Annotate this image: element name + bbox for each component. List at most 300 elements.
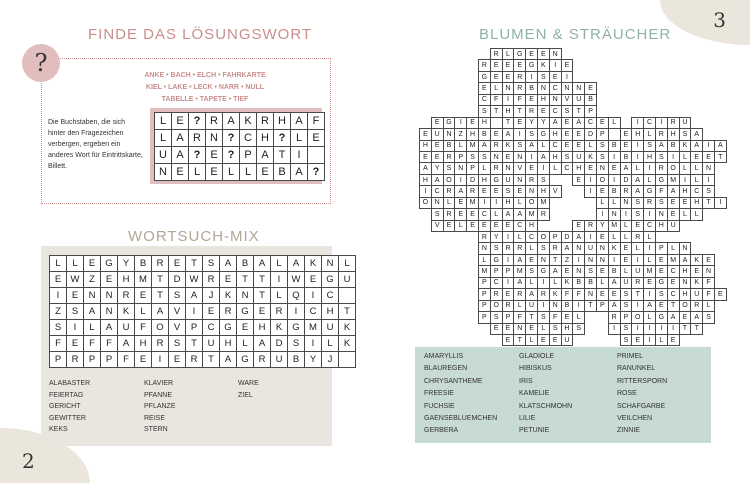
grid-cell: L bbox=[514, 197, 526, 208]
grid-empty bbox=[455, 266, 467, 277]
grid-cell: H bbox=[679, 289, 691, 300]
grid-cell: U bbox=[679, 117, 691, 128]
grid-cell: S bbox=[655, 151, 667, 162]
grid-cell: L bbox=[50, 256, 67, 272]
grid-cell: V bbox=[514, 163, 526, 174]
grid-cell: C bbox=[667, 266, 679, 277]
grid-cell: R bbox=[490, 289, 502, 300]
grid-cell: L bbox=[271, 256, 288, 272]
grid-cell: S bbox=[585, 266, 597, 277]
grid-cell: I bbox=[608, 151, 620, 162]
grid-cell: A bbox=[573, 232, 585, 243]
grid-cell: I bbox=[714, 197, 726, 208]
grid-cell: N bbox=[655, 209, 667, 220]
grid-cell: Y bbox=[490, 232, 502, 243]
grid-empty bbox=[714, 232, 726, 243]
grid-cell: C bbox=[561, 163, 573, 174]
grid-empty bbox=[431, 83, 443, 94]
grid-empty bbox=[714, 49, 726, 60]
grid-cell: N bbox=[206, 130, 223, 147]
grid-empty bbox=[467, 243, 479, 254]
grid-empty bbox=[632, 83, 644, 94]
grid-cell: H bbox=[655, 220, 667, 231]
grid-empty bbox=[549, 209, 561, 220]
grid-cell: C bbox=[644, 220, 656, 231]
grid-cell: ? bbox=[189, 147, 206, 164]
grid-cell: I bbox=[490, 197, 502, 208]
grid-cell: E bbox=[585, 163, 597, 174]
word-item: STERN bbox=[144, 426, 168, 433]
grid-empty bbox=[714, 163, 726, 174]
grid-cell: P bbox=[478, 300, 490, 311]
grid-empty bbox=[443, 106, 455, 117]
grid-empty bbox=[608, 94, 620, 105]
grid-empty bbox=[703, 71, 715, 82]
grid-cell: G bbox=[537, 129, 549, 140]
grid-cell: L bbox=[514, 232, 526, 243]
grid-cell: A bbox=[254, 336, 271, 352]
blumen-word-column bbox=[617, 351, 667, 438]
blumen-flower-grid bbox=[419, 48, 727, 346]
grid-cell: V bbox=[169, 304, 186, 320]
grid-empty bbox=[420, 334, 432, 345]
grid-empty bbox=[585, 334, 597, 345]
grid-cell: N bbox=[573, 83, 585, 94]
grid-empty bbox=[691, 220, 703, 231]
grid-cell: E bbox=[561, 129, 573, 140]
word-item: KEKS bbox=[49, 426, 68, 433]
grid-empty bbox=[585, 60, 597, 71]
grid-empty bbox=[420, 94, 432, 105]
grid-empty bbox=[632, 49, 644, 60]
grid-empty bbox=[632, 94, 644, 105]
grid-cell: H bbox=[573, 163, 585, 174]
grid-cell: N bbox=[608, 209, 620, 220]
grid-cell: B bbox=[608, 186, 620, 197]
grid-cell: N bbox=[526, 186, 538, 197]
grid-cell: R bbox=[206, 113, 223, 130]
grid-empty bbox=[703, 129, 715, 140]
grid-cell: E bbox=[237, 320, 254, 336]
grid-cell: N bbox=[431, 197, 443, 208]
grid-cell: E bbox=[305, 272, 322, 288]
grid-cell: H bbox=[537, 94, 549, 105]
grid-cell: H bbox=[420, 174, 432, 185]
grid-cell: B bbox=[561, 300, 573, 311]
grid-cell: E bbox=[502, 60, 514, 71]
grid-cell: N bbox=[679, 243, 691, 254]
word-item: KLAVIER bbox=[144, 380, 174, 387]
corner-decoration bbox=[660, 0, 750, 45]
grid-empty bbox=[431, 94, 443, 105]
grid-empty bbox=[691, 71, 703, 82]
grid-cell: N bbox=[596, 243, 608, 254]
grid-empty bbox=[420, 106, 432, 117]
grid-cell: A bbox=[514, 209, 526, 220]
grid-empty bbox=[714, 83, 726, 94]
grid-cell: ? bbox=[189, 113, 206, 130]
grid-cell: G bbox=[443, 117, 455, 128]
word-item: IRIS bbox=[519, 377, 533, 385]
grid-cell: S bbox=[620, 300, 632, 311]
grid-cell: N bbox=[502, 83, 514, 94]
word-item: ALABASTER bbox=[49, 380, 91, 387]
grid-cell: L bbox=[620, 232, 632, 243]
grid-empty bbox=[561, 174, 573, 185]
grid-cell: T bbox=[237, 272, 254, 288]
grid-cell: V bbox=[561, 94, 573, 105]
grid-cell: L bbox=[655, 334, 667, 345]
grid-cell: C bbox=[644, 117, 656, 128]
grid-row bbox=[420, 151, 727, 162]
grid-empty bbox=[691, 232, 703, 243]
grid-cell: I bbox=[632, 151, 644, 162]
grid-row bbox=[420, 49, 727, 60]
grid-cell: S bbox=[203, 256, 220, 272]
grid-cell: M bbox=[467, 140, 479, 151]
grid-cell: ? bbox=[223, 147, 240, 164]
word-item: VEILCHEN bbox=[617, 415, 653, 423]
grid-cell: U bbox=[667, 220, 679, 231]
word-item: KLATSCHMOHN bbox=[519, 402, 573, 410]
grid-empty bbox=[679, 60, 691, 71]
grid-cell: E bbox=[101, 272, 118, 288]
grid-cell: S bbox=[490, 312, 502, 323]
grid-cell: P bbox=[655, 243, 667, 254]
grid-empty bbox=[443, 312, 455, 323]
grid-cell: T bbox=[526, 312, 538, 323]
grid-cell: K bbox=[305, 256, 322, 272]
grid-empty bbox=[620, 83, 632, 94]
grid-empty bbox=[691, 117, 703, 128]
grid-cell: G bbox=[514, 49, 526, 60]
grid-cell: E bbox=[67, 288, 84, 304]
grid-cell: R bbox=[478, 232, 490, 243]
grid-empty bbox=[443, 289, 455, 300]
grid-cell: W bbox=[67, 272, 84, 288]
grid-cell: R bbox=[655, 163, 667, 174]
grid-cell: N bbox=[620, 197, 632, 208]
grid-cell: E bbox=[596, 266, 608, 277]
grid-cell: E bbox=[703, 151, 715, 162]
grid-cell: G bbox=[655, 277, 667, 288]
grid-cell: H bbox=[691, 197, 703, 208]
grid-cell: T bbox=[714, 151, 726, 162]
grid-cell: S bbox=[679, 129, 691, 140]
grid-empty bbox=[443, 232, 455, 243]
grid-cell: A bbox=[172, 130, 189, 147]
grid-cell: D bbox=[561, 232, 573, 243]
grid-cell: E bbox=[537, 334, 549, 345]
grid-cell: S bbox=[478, 151, 490, 162]
word-item: AMARYLLIS bbox=[424, 353, 464, 360]
grid-cell: E bbox=[620, 129, 632, 140]
grid-cell: N bbox=[573, 266, 585, 277]
grid-cell: N bbox=[549, 94, 561, 105]
grid-row bbox=[50, 288, 356, 304]
grid-row bbox=[420, 129, 727, 140]
word-item: RITTERSPORN bbox=[617, 377, 668, 385]
grid-cell: T bbox=[679, 323, 691, 334]
grid-cell: T bbox=[274, 147, 291, 164]
grid-cell: L bbox=[67, 256, 84, 272]
grid-cell: C bbox=[549, 83, 561, 94]
grid-cell: I bbox=[703, 140, 715, 151]
grid-cell: L bbox=[644, 254, 656, 265]
grid-empty bbox=[714, 129, 726, 140]
grid-cell: A bbox=[257, 147, 274, 164]
grid-cell: E bbox=[573, 129, 585, 140]
grid-cell: H bbox=[502, 106, 514, 117]
grid-cell: E bbox=[691, 266, 703, 277]
grid-cell: N bbox=[537, 83, 549, 94]
grid-row bbox=[420, 174, 727, 185]
grid-cell: T bbox=[667, 300, 679, 311]
grid-cell: U bbox=[271, 352, 288, 368]
grid-cell: N bbox=[549, 300, 561, 311]
grid-cell: N bbox=[596, 163, 608, 174]
grid-cell: I bbox=[608, 254, 620, 265]
grid-cell: I bbox=[644, 243, 656, 254]
grid-cell: D bbox=[467, 174, 479, 185]
grid-row bbox=[420, 71, 727, 82]
grid-cell: R bbox=[632, 232, 644, 243]
grid-cell: M bbox=[608, 220, 620, 231]
grid-cell: E bbox=[526, 163, 538, 174]
grid-cell: C bbox=[667, 289, 679, 300]
grid-cell: S bbox=[526, 129, 538, 140]
grid-cell: E bbox=[420, 151, 432, 162]
grid-empty bbox=[679, 220, 691, 231]
grid-cell: Z bbox=[561, 254, 573, 265]
grid-cell: B bbox=[667, 140, 679, 151]
grid-cell: F bbox=[101, 336, 118, 352]
grid-cell: N bbox=[561, 83, 573, 94]
grid-cell: I bbox=[585, 232, 597, 243]
grid-cell: L bbox=[679, 151, 691, 162]
grid-empty bbox=[467, 266, 479, 277]
grid-cell: I bbox=[502, 232, 514, 243]
grid-cell: R bbox=[691, 300, 703, 311]
grid-empty bbox=[420, 266, 432, 277]
grid-cell: Y bbox=[596, 220, 608, 231]
grid-empty bbox=[467, 289, 479, 300]
grid-cell: L bbox=[620, 266, 632, 277]
grid-cell: Z bbox=[84, 272, 101, 288]
grid-cell: F bbox=[50, 336, 67, 352]
grid-cell: A bbox=[223, 113, 240, 130]
grid-cell: R bbox=[502, 300, 514, 311]
grid-cell: L bbox=[644, 174, 656, 185]
grid-cell: L bbox=[322, 336, 339, 352]
grid-cell: F bbox=[308, 113, 325, 130]
grid-cell: L bbox=[679, 209, 691, 220]
grid-empty bbox=[667, 94, 679, 105]
grid-empty bbox=[655, 60, 667, 71]
grid-cell: N bbox=[101, 288, 118, 304]
grid-cell: H bbox=[254, 320, 271, 336]
page-number: 3 bbox=[713, 8, 726, 32]
grid-empty bbox=[620, 94, 632, 105]
grid-cell: U bbox=[561, 334, 573, 345]
grid-cell: M bbox=[514, 266, 526, 277]
grid-cell: L bbox=[644, 232, 656, 243]
grid-cell: U bbox=[322, 320, 339, 336]
grid-empty bbox=[691, 334, 703, 345]
grid-cell: M bbox=[467, 197, 479, 208]
grid-empty bbox=[608, 334, 620, 345]
grid-cell: S bbox=[703, 186, 715, 197]
grid-cell: C bbox=[514, 220, 526, 231]
grid-empty bbox=[420, 323, 432, 334]
grid-empty bbox=[420, 220, 432, 231]
grid-empty bbox=[455, 277, 467, 288]
grid-row bbox=[50, 256, 356, 272]
grid-cell: L bbox=[537, 140, 549, 151]
grid-cell: U bbox=[118, 320, 135, 336]
grid-cell: N bbox=[703, 266, 715, 277]
grid-empty bbox=[667, 83, 679, 94]
grid-row bbox=[155, 164, 325, 181]
grid-cell: K bbox=[502, 140, 514, 151]
grid-row bbox=[420, 232, 727, 243]
grid-cell: L bbox=[691, 163, 703, 174]
grid-cell: K bbox=[118, 304, 135, 320]
grid-cell: F bbox=[514, 312, 526, 323]
grid-cell: N bbox=[514, 174, 526, 185]
grid-empty bbox=[573, 334, 585, 345]
grid-empty bbox=[443, 323, 455, 334]
grid-cell: L bbox=[526, 243, 538, 254]
grid-cell: I bbox=[502, 94, 514, 105]
grid-cell: A bbox=[620, 163, 632, 174]
grid-cell: T bbox=[514, 334, 526, 345]
grid-cell: I bbox=[573, 300, 585, 311]
grid-cell: E bbox=[714, 289, 726, 300]
grid-cell: L bbox=[526, 334, 538, 345]
grid-empty bbox=[420, 289, 432, 300]
grid-cell: A bbox=[502, 129, 514, 140]
grid-cell: O bbox=[667, 163, 679, 174]
grid-cell: H bbox=[679, 186, 691, 197]
grid-cell: H bbox=[537, 186, 549, 197]
grid-cell: K bbox=[220, 288, 237, 304]
grid-empty bbox=[443, 83, 455, 94]
grid-empty bbox=[691, 49, 703, 60]
grid-cell: Y bbox=[431, 163, 443, 174]
grid-cell: I bbox=[291, 147, 308, 164]
grid-cell: G bbox=[237, 352, 254, 368]
grid-cell: L bbox=[84, 320, 101, 336]
grid-empty bbox=[679, 106, 691, 117]
grid-cell: H bbox=[420, 140, 432, 151]
grid-empty bbox=[467, 323, 479, 334]
grid-cell: R bbox=[502, 243, 514, 254]
grid-cell: U bbox=[203, 336, 220, 352]
grid-cell: H bbox=[561, 323, 573, 334]
grid-cell: R bbox=[608, 312, 620, 323]
grid-cell: S bbox=[526, 266, 538, 277]
word-item: BLAUREGEN bbox=[424, 365, 468, 373]
grid-empty bbox=[585, 312, 597, 323]
grid-cell: S bbox=[620, 334, 632, 345]
grid-cell: S bbox=[490, 243, 502, 254]
grid-cell: E bbox=[502, 323, 514, 334]
grid-cell: E bbox=[490, 60, 502, 71]
grid-empty bbox=[679, 334, 691, 345]
grid-empty bbox=[455, 106, 467, 117]
grid-cell: H bbox=[274, 113, 291, 130]
grid-cell: A bbox=[667, 186, 679, 197]
grid-cell: U bbox=[691, 289, 703, 300]
grid-cell: I bbox=[655, 117, 667, 128]
grid-cell: L bbox=[155, 113, 172, 130]
grid-cell: L bbox=[526, 277, 538, 288]
grid-cell: J bbox=[322, 352, 339, 368]
grid-cell: P bbox=[502, 312, 514, 323]
grid-cell: L bbox=[223, 164, 240, 181]
grid-cell: P bbox=[585, 106, 597, 117]
grid-row bbox=[50, 336, 356, 352]
grid-cell: D bbox=[169, 272, 186, 288]
grid-cell: S bbox=[573, 323, 585, 334]
grid-cell: G bbox=[322, 272, 339, 288]
grid-empty bbox=[703, 106, 715, 117]
grid-empty bbox=[703, 209, 715, 220]
grid-cell: M bbox=[526, 209, 538, 220]
grid-empty bbox=[420, 49, 432, 60]
wortsuch-word-column bbox=[49, 378, 90, 436]
grid-cell: L bbox=[455, 220, 467, 231]
grid-cell: C bbox=[526, 232, 538, 243]
grid-cell: A bbox=[691, 129, 703, 140]
grid-empty bbox=[667, 71, 679, 82]
grid-cell: L bbox=[502, 49, 514, 60]
grid-row bbox=[420, 117, 727, 128]
grid-cell: B bbox=[585, 94, 597, 105]
grid-cell: G bbox=[101, 256, 118, 272]
grid-cell: E bbox=[667, 277, 679, 288]
wortsuch-grid bbox=[49, 255, 356, 368]
grid-cell: R bbox=[189, 130, 206, 147]
grid-cell: E bbox=[490, 323, 502, 334]
grid-cell: C bbox=[322, 288, 339, 304]
grid-cell: K bbox=[339, 320, 356, 336]
word-item: FREESIE bbox=[424, 390, 454, 398]
grid-cell: E bbox=[220, 272, 237, 288]
grid-empty bbox=[596, 334, 608, 345]
grid-cell: U bbox=[573, 151, 585, 162]
grid-row bbox=[420, 94, 727, 105]
grid-cell: I bbox=[644, 163, 656, 174]
grid-cell: N bbox=[155, 164, 172, 181]
grid-cell: P bbox=[549, 232, 561, 243]
grid-cell: I bbox=[644, 209, 656, 220]
grid-empty bbox=[596, 106, 608, 117]
grid-empty bbox=[714, 94, 726, 105]
grid-cell: E bbox=[257, 164, 274, 181]
grid-empty bbox=[691, 60, 703, 71]
grid-empty bbox=[467, 106, 479, 117]
grid-cell: E bbox=[502, 71, 514, 82]
word-item: SCHAFGARBE bbox=[617, 402, 666, 410]
page-number: 2 bbox=[22, 449, 35, 473]
grid-cell: S bbox=[443, 163, 455, 174]
grid-cell: E bbox=[667, 197, 679, 208]
grid-empty bbox=[561, 186, 573, 197]
grid-cell: M bbox=[135, 272, 152, 288]
grid-row bbox=[50, 352, 356, 368]
